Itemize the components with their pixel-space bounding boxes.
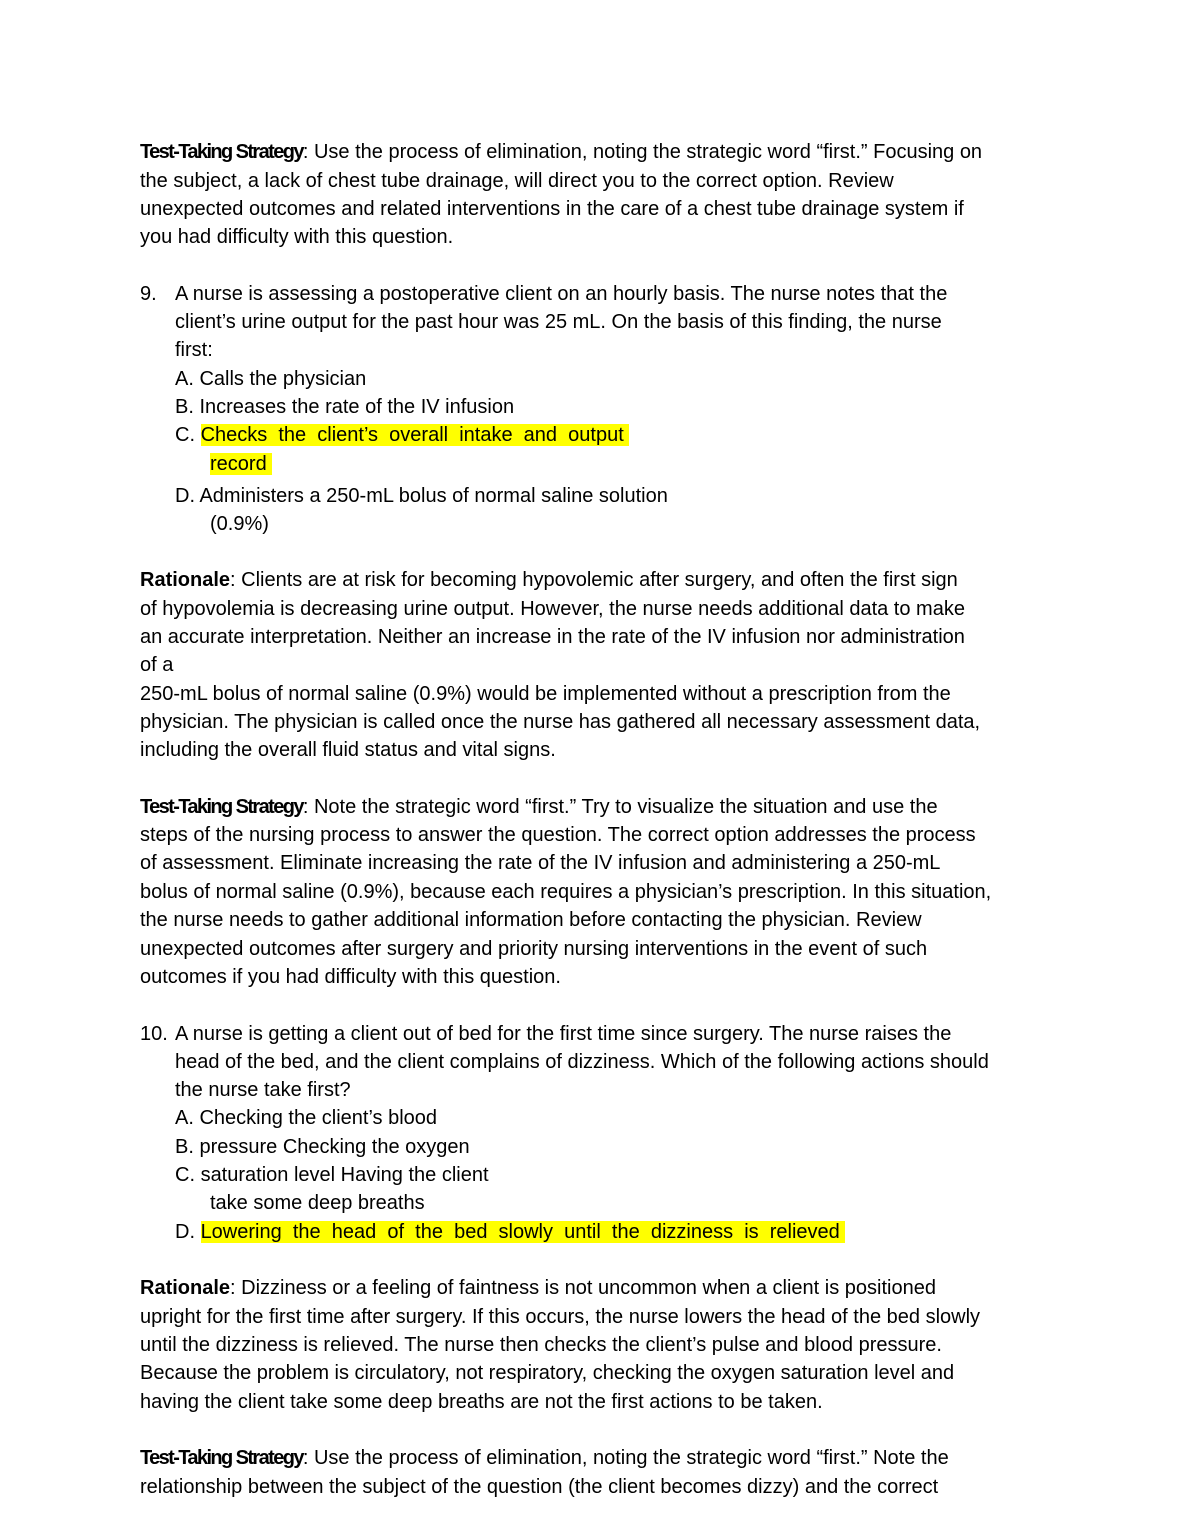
option-letter: C.	[175, 1164, 195, 1186]
paragraph-line: relationship between the subject of the question (the client becomes dizzy) and the correct	[140, 1476, 939, 1498]
strategy-paragraph-line	[140, 140, 982, 164]
option-text: saturation level Having the client	[200, 1164, 489, 1186]
option-letter: D.	[175, 1221, 195, 1243]
paragraph-line: outcomes if you had difficulty with this question.	[140, 966, 561, 988]
question-stem-line: head of the bed, and the client complains of dizziness. Which of the following actions should	[175, 1051, 989, 1073]
question-stem-line: first:	[175, 339, 213, 361]
highlighted-answer-text: Lowering the head of the bed slowly until the dizziness is relieved	[200, 1221, 846, 1243]
paragraph-line: steps of the nursing process to answer the question. The correct option addresses the process	[140, 824, 976, 846]
paragraph-line: of a	[140, 654, 174, 676]
paragraph-line: the nurse needs to gather additional information before contacting the physician. Review	[140, 909, 922, 931]
paragraph-line: Because the problem is circulatory, not respiratory, checking the oxygen saturation level and	[140, 1362, 955, 1384]
option-text: Calls the physician	[199, 368, 367, 390]
paragraph-line: unexpected outcomes and related interventions in the care of a chest tube drainage system if	[140, 198, 964, 220]
option-letter: D.	[175, 485, 195, 507]
strategy-label: Test-Taking Strategy	[140, 1447, 303, 1469]
paragraph-line: you had difficulty with this question.	[140, 226, 454, 248]
option-letter: A.	[175, 1107, 194, 1129]
paragraph-line: of hypovolemia is decreasing urine output. However, the nurse needs additional data to make	[140, 598, 965, 620]
option-letter: B.	[175, 1136, 194, 1158]
option-c-continuation	[210, 452, 272, 476]
rationale-label: Rationale	[140, 1277, 231, 1299]
strategy-paragraph-line	[140, 1446, 949, 1470]
option-text: Administers a 250-mL bolus of normal saline solution	[199, 485, 668, 507]
paragraph-line: physician. The physician is called once the nurse has gathered all necessary assessment data,	[140, 711, 981, 733]
paragraph-line: bolus of normal saline (0.9%), because each requires a physician’s prescription. In this situation,	[140, 881, 992, 903]
option-text: Increases the rate of the IV infusion	[199, 396, 515, 418]
option-letter: A.	[175, 368, 194, 390]
paragraph-line: having the client take some deep breaths are not the first actions to be taken.	[140, 1391, 823, 1413]
rationale-line	[140, 1276, 936, 1300]
option-text: pressure Checking the oxygen	[199, 1136, 470, 1158]
question-stem-line: the nurse take first?	[175, 1079, 351, 1101]
question-number: 10.	[140, 1023, 168, 1045]
strategy-paragraph-line	[140, 795, 938, 819]
paragraph-line: an accurate interpretation. Neither an increase in the rate of the IV infusion nor administration	[140, 626, 965, 648]
option-c-correct	[175, 423, 629, 447]
option-letter: B.	[175, 396, 194, 418]
option-d-continuation: (0.9%)	[210, 513, 269, 535]
option-text: Checking the client’s blood	[199, 1107, 438, 1129]
paragraph-text: : Use the process of elimination, noting the strategic word “first.” Focusing on	[302, 141, 983, 163]
paragraph-line: upright for the first time after surgery. If this occurs, the nurse lowers the head of the bed slowly	[140, 1306, 981, 1328]
option-letter: C.	[175, 424, 195, 446]
question-stem-line: A nurse is assessing a postoperative client on an hourly basis. The nurse notes that the	[175, 283, 948, 305]
paragraph-text: : Use the process of elimination, noting the strategic word “first.” Note the	[302, 1447, 949, 1469]
paragraph-text: : Note the strategic word “first.” Try to visualize the situation and use the	[302, 796, 938, 818]
question-stem-line: client’s urine output for the past hour was 25 mL. On the basis of this finding, the nurse	[175, 311, 942, 333]
paragraph-text: : Dizziness or a feeling of faintness is not uncommon when a client is positioned	[230, 1277, 936, 1299]
option-c	[175, 1163, 489, 1187]
paragraph-line: including the overall fluid status and vital signs.	[140, 739, 556, 761]
strategy-label: Test-Taking Strategy	[140, 141, 303, 163]
strategy-label: Test-Taking Strategy	[140, 796, 303, 818]
paragraph-line: unexpected outcomes after surgery and priority nursing interventions in the event of such	[140, 938, 928, 960]
highlighted-answer-text: record	[210, 453, 273, 475]
paragraph-line: the subject, a lack of chest tube drainage, will direct you to the correct option. Review	[140, 170, 894, 192]
question-number: 9.	[140, 283, 157, 305]
paragraph-line: of assessment. Eliminate increasing the rate of the IV infusion and administering a 250-mL	[140, 852, 941, 874]
highlighted-answer-text: Checks the client’s overall intake and output	[200, 424, 630, 446]
option-d-correct	[175, 1220, 845, 1244]
option-b	[175, 395, 514, 419]
option-a	[175, 1106, 437, 1130]
option-b	[175, 1135, 470, 1159]
paragraph-line: 250-mL bolus of normal saline (0.9%) would be implemented without a prescription from the	[140, 683, 951, 705]
rationale-label: Rationale	[140, 569, 231, 591]
question-stem-line: A nurse is getting a client out of bed for the first time since surgery. The nurse raises the	[175, 1023, 952, 1045]
rationale-line	[140, 568, 958, 592]
option-a	[175, 367, 366, 391]
paragraph-text: : Clients are at risk for becoming hypovolemic after surgery, and often the first sign	[230, 569, 958, 591]
option-c-continuation: take some deep breaths	[210, 1192, 425, 1214]
paragraph-line: until the dizziness is relieved. The nurse then checks the client’s pulse and blood pressure.	[140, 1334, 942, 1356]
option-d	[175, 484, 668, 508]
